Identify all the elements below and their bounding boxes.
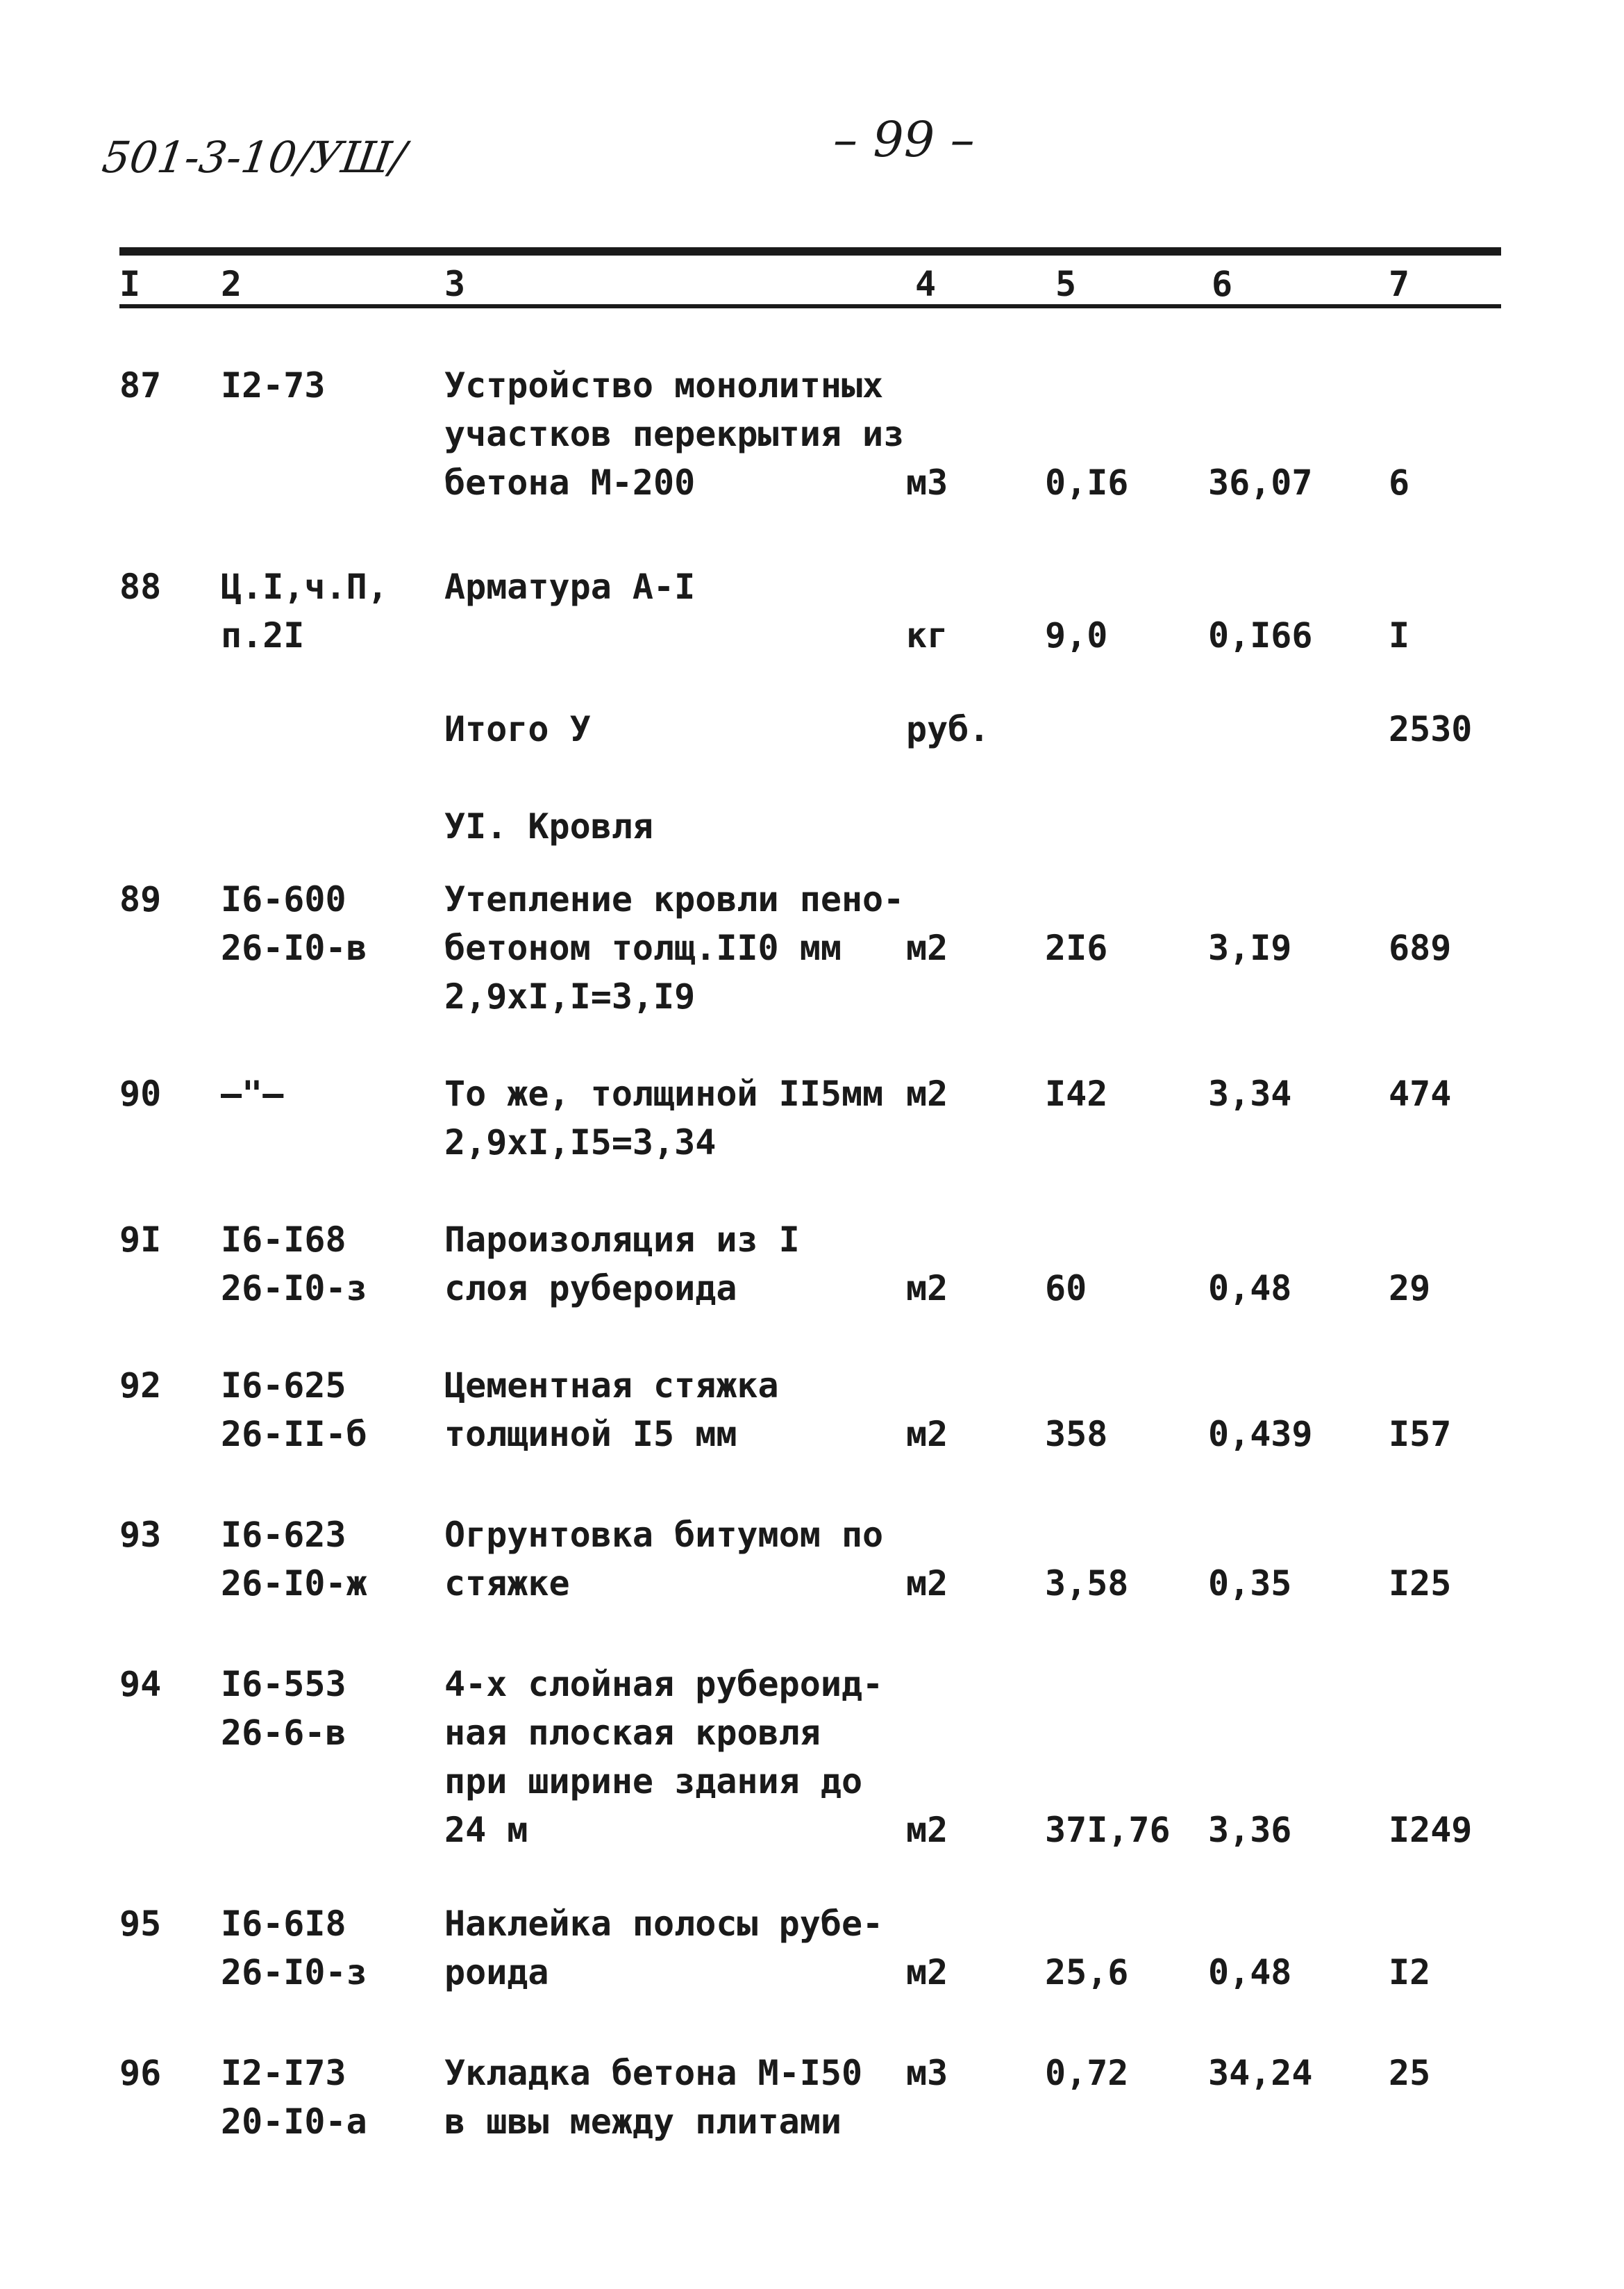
total-cost: I (1389, 615, 1410, 656)
unit-price: 0,48 (1208, 1952, 1292, 1992)
work-description: Арматура А-I (444, 567, 696, 607)
table-top-rule (119, 247, 1501, 256)
unit-price: 0,35 (1208, 1563, 1292, 1604)
document-code: 501-3-10/УШ/ (99, 132, 410, 183)
total-cost: I57 (1389, 1414, 1452, 1454)
total-cost: 2530 (1389, 709, 1473, 749)
unit: м3 (906, 2053, 948, 2093)
unit-price: 3,34 (1208, 1074, 1292, 1114)
column-header-1: I (119, 264, 141, 304)
total-cost: I25 (1389, 1563, 1452, 1604)
unit: м2 (906, 1414, 948, 1454)
work-description: Укладка бетона М-I50 в швы между плитами (444, 2053, 863, 2142)
unit-price: 0,439 (1208, 1414, 1313, 1454)
unit-price: 3,I9 (1208, 928, 1292, 968)
norm-code: I2-73 (221, 365, 326, 406)
quantity: 9,0 (1045, 615, 1108, 656)
unit: м2 (906, 1810, 948, 1850)
total-cost: I249 (1389, 1810, 1473, 1850)
work-description: Устройство монолитных участков перекрытия из бетона М-200 (444, 365, 905, 503)
quantity: 0,I6 (1045, 463, 1129, 503)
work-description: Огрунтовка битумом по стяжке (444, 1515, 884, 1604)
row-number: 88 (119, 567, 162, 607)
row-number: 96 (119, 2053, 162, 2093)
unit: м2 (906, 1952, 948, 1992)
total-cost: 25 (1389, 2053, 1431, 2093)
work-description: 4-х слойная рубероид- ная плоская кровля при ширине здания до 24 м (444, 1664, 884, 1850)
unit-price: 0,I66 (1208, 615, 1313, 656)
unit-price: 0,48 (1208, 1268, 1292, 1308)
column-header-2: 2 (221, 264, 242, 304)
total-cost: 29 (1389, 1268, 1431, 1308)
norm-code: I6-I68 26-I0-з (221, 1220, 367, 1308)
total-cost: 689 (1389, 928, 1452, 968)
total-cost: I2 (1389, 1952, 1431, 1992)
unit-price: 36,07 (1208, 463, 1313, 503)
work-description: Итого У (444, 709, 591, 749)
norm-code: I6-553 26-6-в (221, 1664, 346, 1753)
quantity: I42 (1045, 1074, 1108, 1114)
quantity: 60 (1045, 1268, 1087, 1308)
column-header-6: 6 (1212, 264, 1233, 304)
row-number: 94 (119, 1664, 162, 1704)
row-number: 95 (119, 1904, 162, 1944)
work-description: УI. Кровля (444, 806, 654, 847)
unit: кг (906, 615, 948, 656)
work-description: Наклейка полосы рубе- роида (444, 1904, 884, 1992)
norm-code: I6-625 26-II-б (221, 1365, 367, 1454)
row-number: 9I (119, 1220, 162, 1260)
column-header-3: 3 (444, 264, 466, 304)
column-header-5: 5 (1055, 264, 1077, 304)
quantity: 2I6 (1045, 928, 1108, 968)
row-number: 90 (119, 1074, 162, 1114)
norm-code: I6-623 26-I0-ж (221, 1515, 367, 1604)
work-description: Пароизоляция из I слоя рубероида (444, 1220, 800, 1308)
unit-price: 34,24 (1208, 2053, 1313, 2093)
work-description: То же, толщиной II5мм 2,9хI,I5=3,34 (444, 1074, 884, 1163)
row-number: 92 (119, 1365, 162, 1406)
unit: м2 (906, 1074, 948, 1114)
norm-code: I6-600 26-I0-в (221, 879, 367, 968)
total-cost: 474 (1389, 1074, 1452, 1114)
norm-code: I2-I73 20-I0-а (221, 2053, 367, 2142)
table-header-rule (119, 304, 1501, 308)
unit: м2 (906, 1268, 948, 1308)
unit: руб. (906, 709, 990, 749)
work-description: Цементная стяжка толщиной I5 мм (444, 1365, 779, 1454)
quantity: 37I,76 (1045, 1810, 1171, 1850)
unit-price: 3,36 (1208, 1810, 1292, 1850)
total-cost: 6 (1389, 463, 1410, 503)
norm-code: –"– (221, 1074, 284, 1114)
column-header-4: 4 (915, 264, 937, 304)
unit: м2 (906, 928, 948, 968)
row-number: 87 (119, 365, 162, 406)
quantity: 0,72 (1045, 2053, 1129, 2093)
row-number: 93 (119, 1515, 162, 1555)
quantity: 358 (1045, 1414, 1108, 1454)
unit: м2 (906, 1563, 948, 1604)
row-number: 89 (119, 879, 162, 919)
column-header-7: 7 (1389, 264, 1410, 304)
work-description: Утепление кровли пено- бетоном толщ.II0 мм 2,9хI,I=3,I9 (444, 879, 905, 1017)
page-number: – 99 – (833, 111, 975, 168)
norm-code: Ц.I,ч.П, п.2I (221, 567, 388, 656)
norm-code: I6-6I8 26-I0-з (221, 1904, 367, 1992)
unit: м3 (906, 463, 948, 503)
quantity: 25,6 (1045, 1952, 1129, 1992)
quantity: 3,58 (1045, 1563, 1129, 1604)
